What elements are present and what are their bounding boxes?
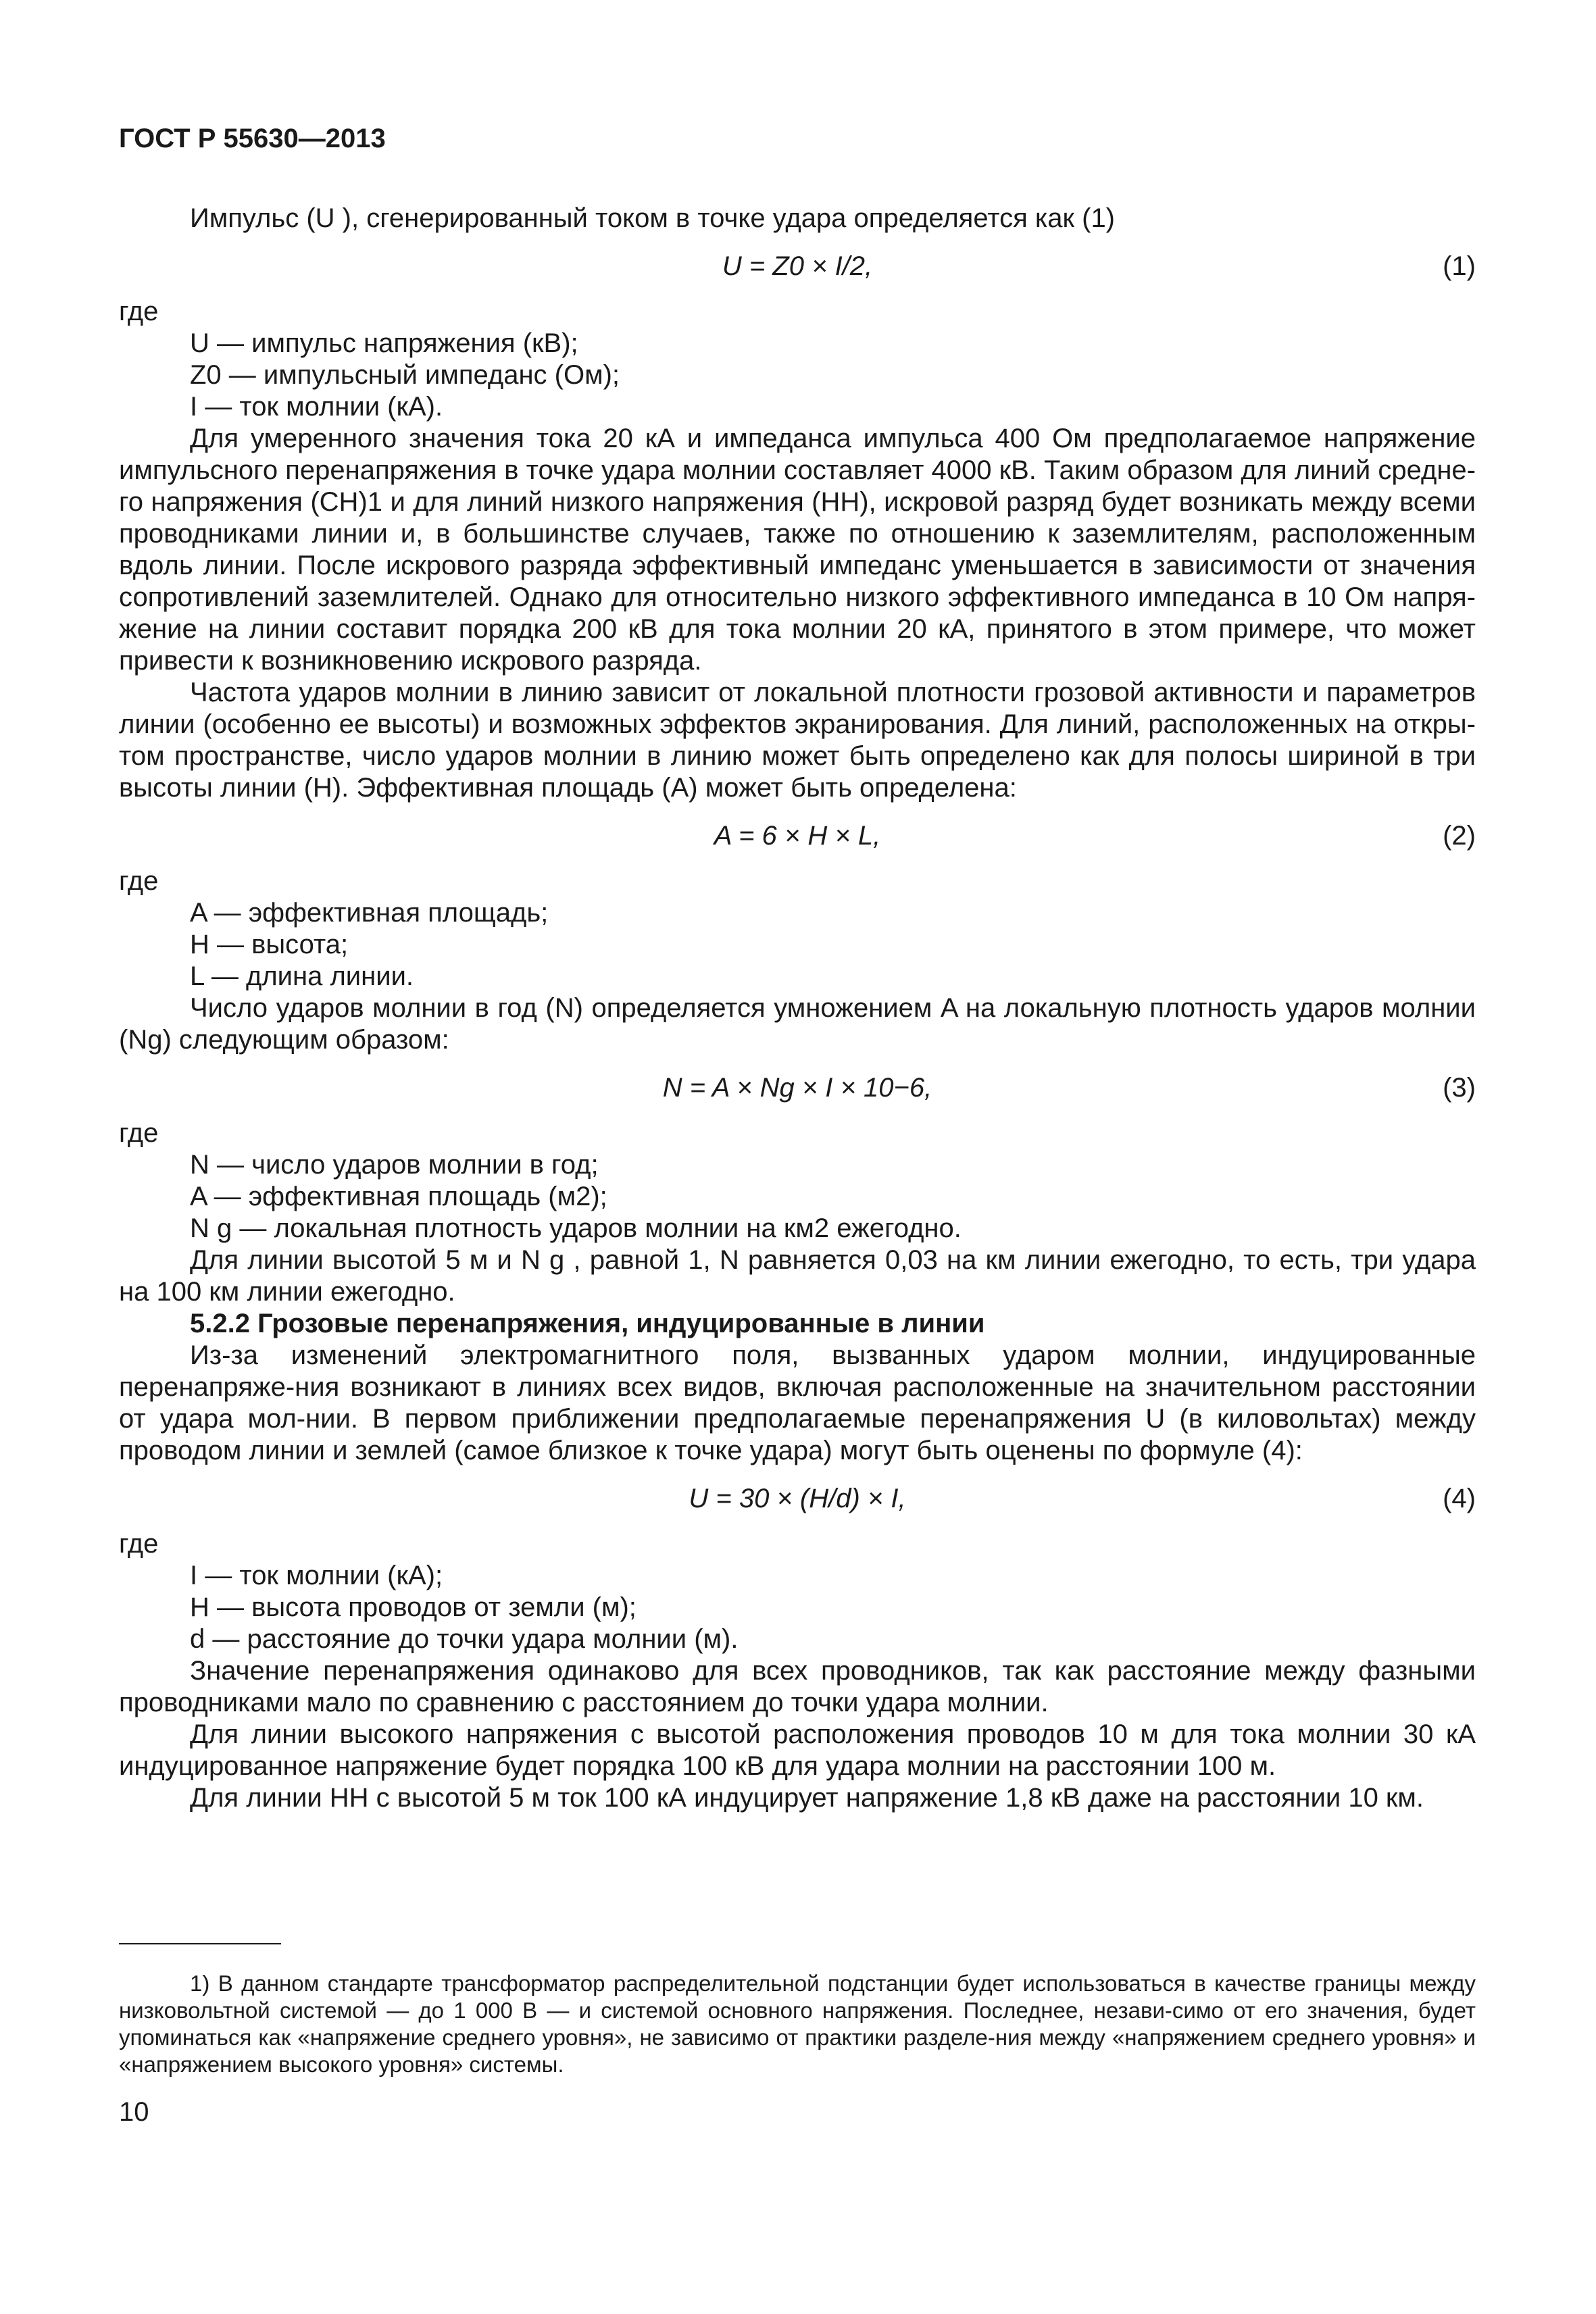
definition-u: U — импульс напряжения (кВ);	[190, 328, 578, 358]
paragraph-7: Для линии высокого напряжения с высотой расположения проводов 10 м для тока молнии 30 кА индуцированное напряжение будет порядка 100 кВ для удара молнии на расстоянии 100 м.	[119, 1719, 1476, 1781]
paragraph-5: Из-за изменений электромагнитного поля, вызванных ударом молнии, индуцированные перенапряже-ния возникают в линиях всех видов, включая расположенные на значительном расстоянии от удара мол-нии. В первом приближении предполагаемые перенапряжения U (в киловольтах) между проводом линии и землей (самое близкое к точке удара) могут быть оценены по формуле (4):	[119, 1340, 1476, 1465]
paragraph-3: Число ударов молнии в год (N) определяется умножением A на локальную плотность ударов молнии (Ng) следующим образом:	[119, 993, 1476, 1055]
formula-4-number: (4)	[1443, 1484, 1476, 1513]
definition-h-height: H — высота проводов от земли (м);	[190, 1592, 637, 1622]
formula-1	[119, 251, 1476, 282]
formula-3-text: N = A × Ng × I × 10−6,	[662, 1073, 932, 1103]
formula-1-number: (1)	[1443, 251, 1476, 281]
where-label-2: где	[119, 866, 159, 896]
formula-3	[119, 1072, 1476, 1104]
section-heading-5-2-2: 5.2.2 Грозовые перенапряжения, индуцированные в линии	[190, 1309, 985, 1338]
definition-l: L — длина линии.	[190, 961, 414, 991]
footnote-divider	[119, 1943, 281, 1944]
formula-3-number: (3)	[1443, 1073, 1476, 1103]
formula-4	[119, 1483, 1476, 1515]
definition-i-current: I — ток молнии (кА);	[190, 1561, 443, 1590]
formula-2-text: A = 6 × H × L,	[714, 821, 881, 851]
intro-paragraph: Импульс (U ), сгенерированный током в точке удара определяется как (1)	[190, 203, 1116, 233]
paragraph-1: Для умеренного значения тока 20 кА и импеданса импульса 400 Ом предполагаемое напряжение импульсного перенапряжения в точке удара молнии составляет 4000 кВ. Таким образом для линий средне-го напряжения (СН)1 и для линий низкого напряжения (НН), искровой разряд будет возникать между всеми проводниками линии и, в большинстве случаев, также по отношению к заземлителям, расположенным вдоль линии. После искрового разряда эффективный импеданс уменьшается в зависимости от значения сопротивлений заземлителей. Однако для относительно низкого эффективного импеданса в 10 Ом напря-жение на линии составит порядка 200 кВ для тока молнии 20 кА, принятого в этом примере, что может привести к возникновению искрового разряда.	[119, 424, 1476, 676]
paragraph-2: Частота ударов молнии в линию зависит от локальной плотности грозовой активности и параметров линии (особенно ее высоты) и возможных эффектов экранирования. Для линий, расположенных на откры-том пространстве, число ударов молнии в линию может быть определено как для полосы шириной в три высоты линии (H). Эффективная площадь (A) может быть определена:	[119, 678, 1476, 803]
formula-2	[119, 820, 1476, 852]
paragraph-6: Значение перенапряжения одинаково для всех проводников, так как расстояние между фазными проводниками мало по сравнению с расстоянием до точки удара молнии.	[119, 1656, 1476, 1717]
formula-4-text: U = 30 × (H/d) × I,	[689, 1484, 906, 1513]
document-header: ГОСТ Р 55630—2013	[119, 124, 386, 153]
definition-ng: N g — локальная плотность ударов молнии на км2 ежегодно.	[190, 1213, 962, 1243]
definition-z0: Z0 — импульсный импеданс (Ом);	[190, 360, 620, 390]
paragraph-4: Для линии высотой 5 м и N g , равной 1, N равняется 0,03 на км линии ежегодно, то есть, три удара на 100 км линии ежегодно.	[119, 1245, 1476, 1307]
formula-2-number: (2)	[1443, 821, 1476, 851]
definition-d-distance: d — расстояние до точки удара молнии (м).	[190, 1624, 739, 1654]
where-label-3: где	[119, 1118, 159, 1148]
definition-n: N — число ударов молнии в год;	[190, 1150, 599, 1180]
footnote-1: 1) В данном стандарте трансформатор распределительной подстанции будет использоваться в качестве границы между низковольтной системой — до 1 000 В — и системой основного напряжения. Последнее, незави-симо от его значения, будет упоминаться как «напряжение среднего уровня», не зависимо от практики разделе-ния между «напряжением среднего уровня» и «напряжением высокого уровня» системы.	[119, 1971, 1476, 2077]
definition-a-area: A — эффективная площадь (м2);	[190, 1182, 607, 1211]
definition-h: H — высота;	[190, 930, 349, 959]
paragraph-8: Для линии НН с высотой 5 м ток 100 кА индуцирует напряжение 1,8 кВ даже на расстоянии 10 км.	[190, 1783, 1424, 1813]
document-body	[119, 203, 1476, 1814]
formula-1-text: U = Z0 × I/2,	[722, 251, 873, 281]
definition-i: I — ток молнии (кА).	[190, 392, 443, 422]
definition-a: A — эффективная площадь;	[190, 898, 549, 928]
where-label-4: где	[119, 1529, 159, 1559]
page-number: 10	[119, 2097, 149, 2127]
where-label-1: где	[119, 297, 159, 326]
